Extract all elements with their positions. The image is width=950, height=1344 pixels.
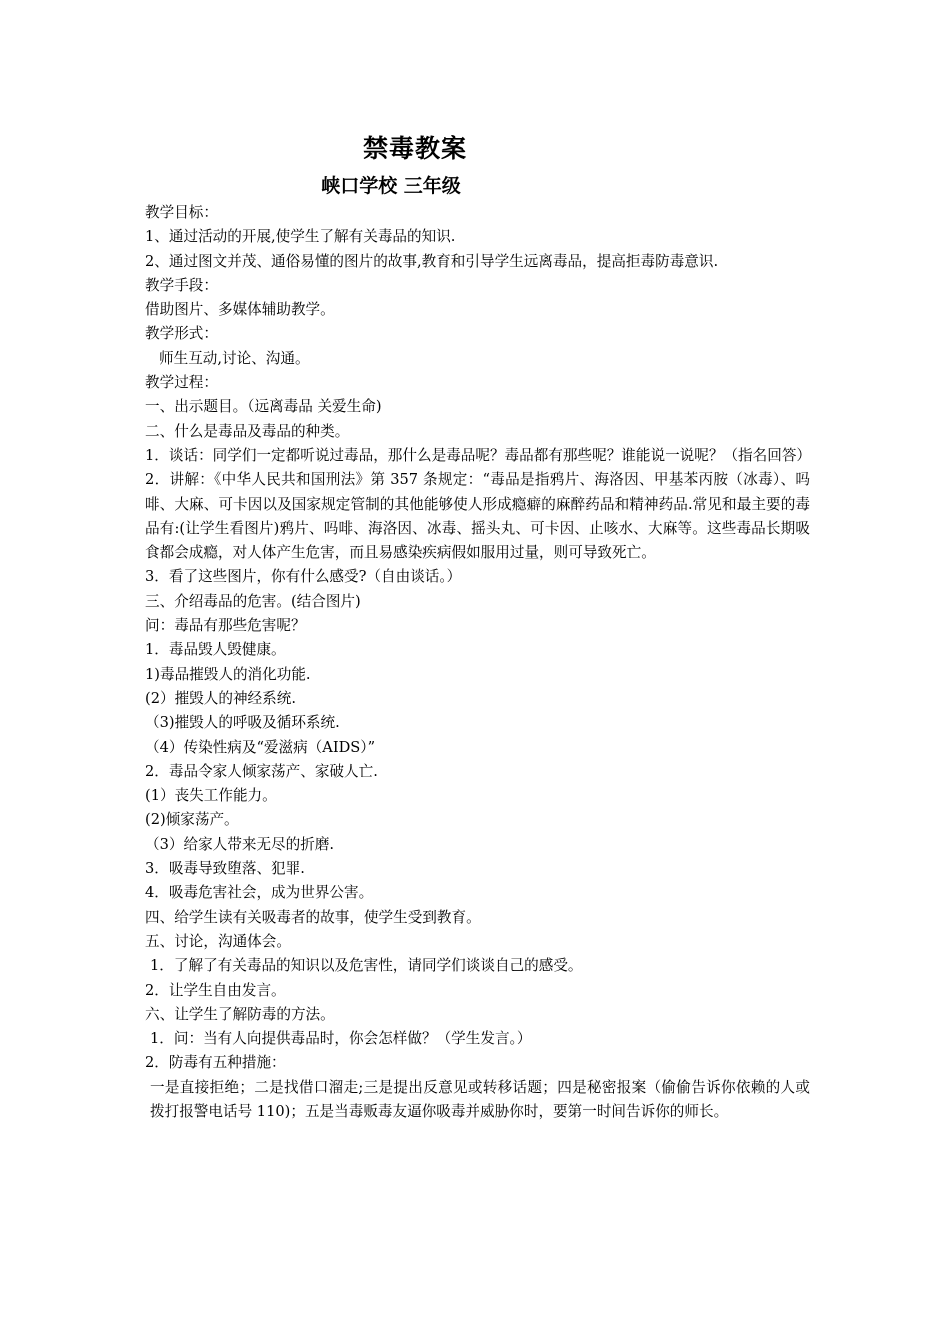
- paragraph: 一、出示题目。（远离毒品 关爱生命): [145, 398, 382, 416]
- paragraph: 五、讨论，沟通体会。: [145, 932, 291, 950]
- paragraph: （4）传染性病及“爱滋病（AIDS）”: [145, 738, 376, 756]
- paragraph: 教学手段：: [145, 276, 218, 294]
- paragraph: （3）给家人带来无尽的折磨.: [145, 835, 335, 853]
- paragraph: (1）丧失工作能力。: [145, 787, 277, 805]
- paragraph: 3．看了这些图片，你有什么感受?（自由谈话。）: [145, 568, 462, 586]
- paragraph: 三、介绍毒品的危害。(结合图片): [145, 592, 361, 610]
- paragraph: 教学过程：: [145, 374, 218, 392]
- document-body: [145, 201, 810, 1124]
- paragraph: 1)毒品摧毁人的消化功能.: [145, 665, 311, 683]
- paragraph: 2．防毒有五种措施：: [145, 1054, 286, 1072]
- paragraph: 4．吸毒危害社会，成为世界公害。: [145, 884, 374, 902]
- paragraph: 1．谈话：同学们一定都听说过毒品，那什么是毒品呢？毒品都有那些呢？谁能说一说呢？（指名回答）: [145, 446, 812, 464]
- paragraph: 3．吸毒导致堕落、犯罪.: [145, 860, 305, 878]
- paragraph: 教学形式：: [145, 325, 218, 343]
- paragraph: 1．问：当有人向提供毒品时，你会怎样做？（学生发言。）: [150, 1030, 532, 1048]
- paragraph: 1、通过活动的开展,使学生了解有关毒品的知识.: [145, 228, 456, 246]
- paragraph: 四、给学生读有关吸毒者的故事，使学生受到教育。: [145, 908, 481, 926]
- paragraph: 借助图片、多媒体辅助教学。: [145, 301, 335, 319]
- paragraph: 1．了解了有关毒品的知识以及危害性，请同学们谈谈自己的感受。: [150, 957, 583, 975]
- paragraph: 师生互动,讨论、沟通。: [159, 349, 310, 367]
- paragraph: 2．毒品令家人倾家荡产、家破人亡.: [145, 762, 378, 780]
- paragraph: (2）摧毁人的神经系统.: [145, 689, 296, 707]
- paragraph: 一是直接拒绝；二是找借口溜走;三是提出反意见或转移话题；四是秘密报案（偷偷告诉你依赖的人或拨打报警电话号 110)；五是当毒贩毒友逼你吸毒并威胁你时，要第一时间告诉你的师长。: [150, 1078, 810, 1120]
- paragraph: 教学目标：: [145, 204, 218, 221]
- document-subtitle: 峡口学校 三年级: [321, 175, 461, 197]
- paragraph: （3)摧毁人的呼吸及循环系统.: [145, 714, 340, 732]
- paragraph: 六、让学生了解防毒的方法。: [145, 1005, 335, 1023]
- paragraph: (2)倾家荡产。: [145, 811, 239, 829]
- paragraph: 2．讲解：《中华人民共和国刑法》第 357 条规定：“毒品是指鸦片、海洛因、甲基苯丙胺（冰毒）、吗啡、大麻、可卡因以及国家规定管制的其他能够使人形成瘾癖的麻醉药品和精神药品.常见和最主要的毒品有:(让学生看图片)鸦片、吗啡、海洛因、冰毒、摇头丸、可卡因、止咳水、大麻等。这些毒品长期吸食都会成瘾，对人体产生危害，而且易感染疾病假如服用过量，则可导致死亡。: [145, 471, 810, 562]
- paragraph: 2．让学生自由发言。: [145, 981, 286, 999]
- paragraph: 问：毒品有那些危害呢？: [145, 617, 306, 635]
- paragraph: 2、通过图文并茂、通俗易懂的图片的故事,教育和引导学生远离毒品，提高拒毒防毒意识.: [145, 252, 719, 270]
- paragraph: 二、什么是毒品及毒品的种类。: [145, 422, 350, 440]
- paragraph: 1．毒品毁人毁健康。: [145, 641, 286, 659]
- document-title: 禁毒教案: [362, 134, 467, 163]
